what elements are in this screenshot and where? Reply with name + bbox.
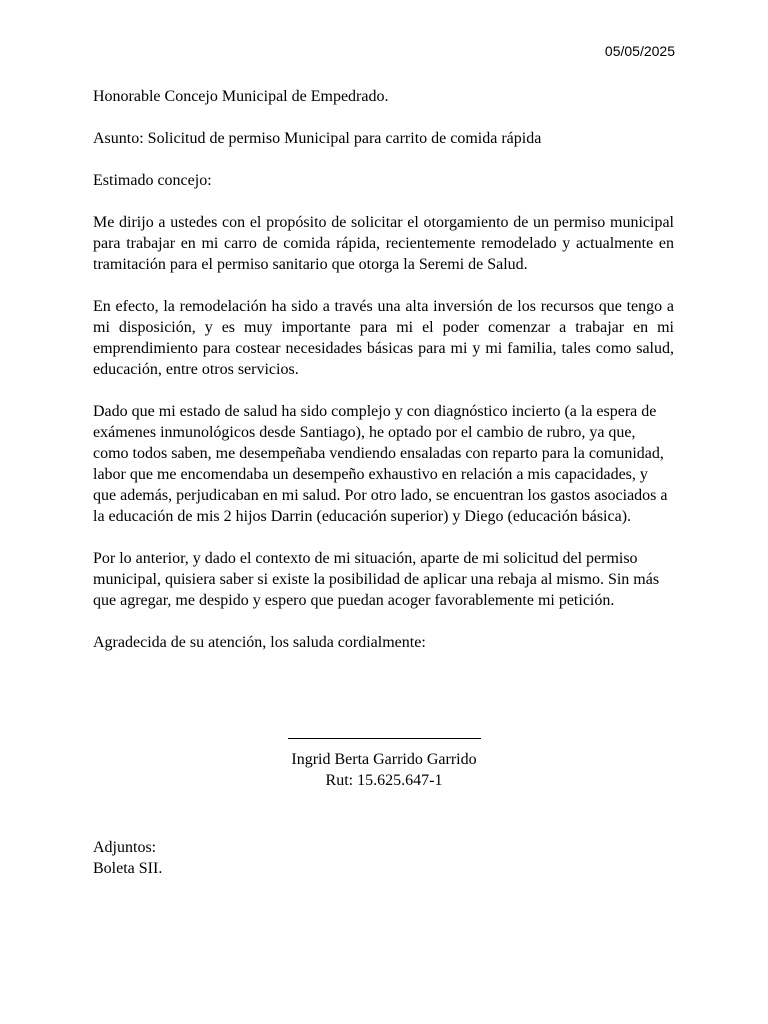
paragraph-investment: En efecto, la remodelación ha sido a través una alta inversión de los recursos que tengo a mi disposición, y es muy importante para mi el poder comenzar a trabajar en mi emprendimiento para costear necesidades básicas para mi y mi familia, tales como salud, educación, entre otros servicios.	[93, 298, 674, 378]
signature-line	[288, 738, 481, 749]
recipient-line: Honorable Concejo Municipal de Empedrado.	[93, 88, 389, 105]
attachment-item: Boleta SII.	[93, 860, 163, 877]
signature-block	[0, 738, 768, 791]
paragraph-request: Por lo anterior, y dado el contexto de mi situación, aparte de mi solicitud del permiso municipal, quisiera saber si existe la posibilidad de aplicar una rebaja al mismo. Sin más que agregar, me despido y espero que puedan acoger favorablemente mi petición.	[93, 550, 660, 609]
subject-line: Asunto: Solicitud de permiso Municipal para carrito de comida rápida	[93, 130, 542, 147]
signer-name: Ingrid Berta Garrido Garrido	[291, 751, 477, 768]
closing-line: Agradecida de su atención, los saluda cordialmente:	[93, 634, 426, 651]
paragraph-health: Dado que mi estado de salud ha sido complejo y con diagnóstico incierto (a la espera de exámenes inmunológicos desde Santiago), he optado por el cambio de rubro, ya que, como todos saben, me desempeñaba vendiendo ensaladas con reparto para la comunidad, labor que me encomendaba un desempeño exhaustivo en relación a mis capacidades, y que además, perjudicaban en mi salud. Por otro lado, se encuentran los gastos asociados a la educación de mis 2 hijos Darrin (educación superior) y Diego (educación básica).	[93, 403, 668, 525]
attachments-heading: Adjuntos:	[93, 839, 157, 856]
attachments-block	[93, 837, 162, 879]
signer-rut: Rut: 15.625.647-1	[325, 772, 443, 789]
letter-body	[93, 86, 674, 674]
paragraph-purpose: Me dirijo a ustedes con el propósito de solicitar el otorgamiento de un permiso municipal para trabajar en mi carro de comida rápida, recientemente remodelado y actualmente en tramitación para el permiso sanitario que otorga la Seremi de Salud.	[93, 214, 674, 273]
greeting-line: Estimado concejo:	[93, 172, 212, 189]
letter-date: 05/05/2025	[604, 43, 675, 59]
